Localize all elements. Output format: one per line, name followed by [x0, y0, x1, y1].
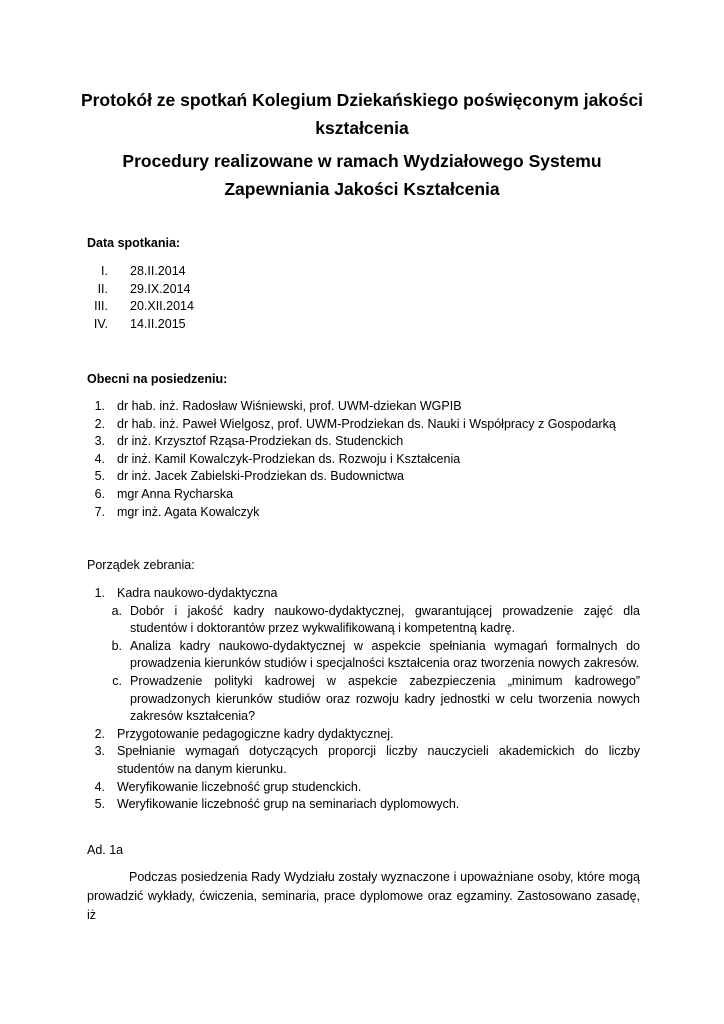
title-line-2: kształcenia — [315, 118, 409, 138]
agenda-item-text: Przygotowanie pedagogiczne kadry dydaktycznej. — [117, 726, 394, 741]
agenda-item — [87, 743, 640, 778]
document-title — [60, 86, 664, 142]
list-letter: c. — [112, 673, 122, 688]
list-item — [87, 298, 487, 316]
list-item — [87, 468, 647, 486]
agenda-item — [87, 726, 640, 744]
attendee-name: dr inż. Jacek Zabielski-Prodziekan ds. Budownictwa — [117, 469, 404, 484]
meeting-date: 14.II.2015 — [130, 316, 186, 331]
attendees-list — [87, 398, 647, 521]
agenda-subitem-text: Dobór i jakość kadry naukowo-dydaktycznej, gwarantującej prowadzenie zajęć dla studentów i doktorantów przez wykwalifikowaną i kompetentną kadrę. — [130, 603, 640, 636]
list-number: III. — [94, 299, 108, 314]
attendee-name: dr inż. Krzysztof Rząsa-Prodziekan ds. Studenckich — [117, 434, 404, 449]
attendee-name: dr hab. inż. Paweł Wielgosz, prof. UWM-Prodziekan ds. Nauki i Współpracy z Gospodarką — [117, 416, 616, 431]
list-number: 2. — [94, 416, 105, 431]
agenda-item-text: Weryfikowanie liczebność grup na seminariach dyplomowych. — [117, 797, 460, 812]
list-number: 4. — [94, 779, 105, 794]
list-item — [87, 263, 487, 281]
list-letter: b. — [111, 638, 122, 653]
document-subtitle — [60, 147, 664, 203]
attendee-name: mgr inż. Agata Kowalczyk — [117, 504, 260, 519]
list-number: 4. — [94, 451, 105, 466]
subtitle-line-2: Zapewniania Jakości Kształcenia — [224, 179, 500, 199]
meeting-date: 29.IX.2014 — [130, 281, 191, 296]
list-number: IV. — [93, 316, 108, 331]
agenda-item — [87, 796, 640, 814]
list-number: I. — [101, 264, 108, 278]
attendees-label: Obecni na posiedzeniu: — [87, 372, 228, 386]
agenda-item-text: Kadra naukowo-dydaktyczna — [117, 586, 278, 600]
list-number: 2. — [94, 726, 105, 741]
agenda-subitem-text: Analiza kadry naukowo-dydaktycznej w aspekcie spełniania wymagań formalnych do prowadzenia kierunków studiów i specjalności kształcenia oraz tworzenia nowych zakresów. — [130, 638, 640, 671]
agenda-item — [87, 779, 640, 797]
meeting-date: 28.II.2014 — [130, 264, 186, 278]
agenda-item — [87, 585, 640, 603]
list-number: 5. — [94, 797, 105, 812]
list-item — [87, 504, 647, 522]
attendee-name: dr hab. inż. Radosław Wiśniewski, prof. UWM-dziekan WGPIB — [117, 399, 462, 413]
agenda-list — [87, 585, 640, 814]
meeting-dates-list — [87, 263, 487, 333]
agenda-subitem-text: Prowadzenie polityki kadrowej w aspekcie zabezpieczenia „minimum kadrowego” prowadzonych kierunków studiów oraz rozwoju kadry jednostki w celu tworzenia nowych zakresów kształcenia? — [130, 673, 640, 724]
list-number: 1. — [94, 399, 105, 413]
title-line-1: Protokół ze spotkań Kolegium Dziekańskiego poświęconym jakości — [80, 90, 644, 110]
list-item — [87, 486, 647, 504]
list-item — [87, 398, 647, 416]
list-number: 5. — [94, 469, 105, 484]
list-letter: a. — [111, 603, 122, 618]
list-number: 3. — [94, 744, 105, 759]
attendee-name: mgr Anna Rycharska — [117, 486, 234, 501]
agenda-label: Porządek zebrania: — [87, 558, 195, 572]
list-item — [87, 316, 487, 334]
agenda-subitem — [87, 673, 640, 726]
meeting-date: 20.XII.2014 — [130, 299, 194, 314]
section-heading: Ad. 1a — [87, 843, 124, 857]
list-item — [87, 451, 647, 469]
list-number: 3. — [94, 434, 105, 449]
list-item — [87, 281, 487, 299]
list-number: 7. — [94, 504, 105, 519]
list-number: 6. — [94, 486, 105, 501]
list-item — [87, 433, 647, 451]
list-number: 1. — [94, 586, 105, 600]
agenda-subitem — [87, 603, 640, 638]
list-item — [87, 416, 647, 434]
agenda-item-text: Spełnianie wymagań dotyczących proporcji liczby nauczycieli akademickich do liczby studentów na danym kierunku. — [117, 744, 640, 776]
agenda-item-text: Weryfikowanie liczebność grup studenckich. — [117, 779, 362, 794]
attendee-name: dr inż. Kamil Kowalczyk-Prodziekan ds. Rozwoju i Kształcenia — [117, 451, 461, 466]
body-paragraph: Podczas posiedzenia Rady Wydziału zostały wyznaczone i upoważniane osoby, które mogą prowadzić wykłady, ćwiczenia, seminaria, prace dyplomowe oraz egzaminy. Zastosowano zasadę, iż — [87, 870, 640, 922]
subtitle-line-1: Procedury realizowane w ramach Wydziałowego Systemu — [122, 151, 602, 171]
agenda-subitem — [87, 638, 640, 673]
list-number: II. — [97, 281, 108, 296]
meeting-dates-label: Data spotkania: — [87, 236, 181, 250]
